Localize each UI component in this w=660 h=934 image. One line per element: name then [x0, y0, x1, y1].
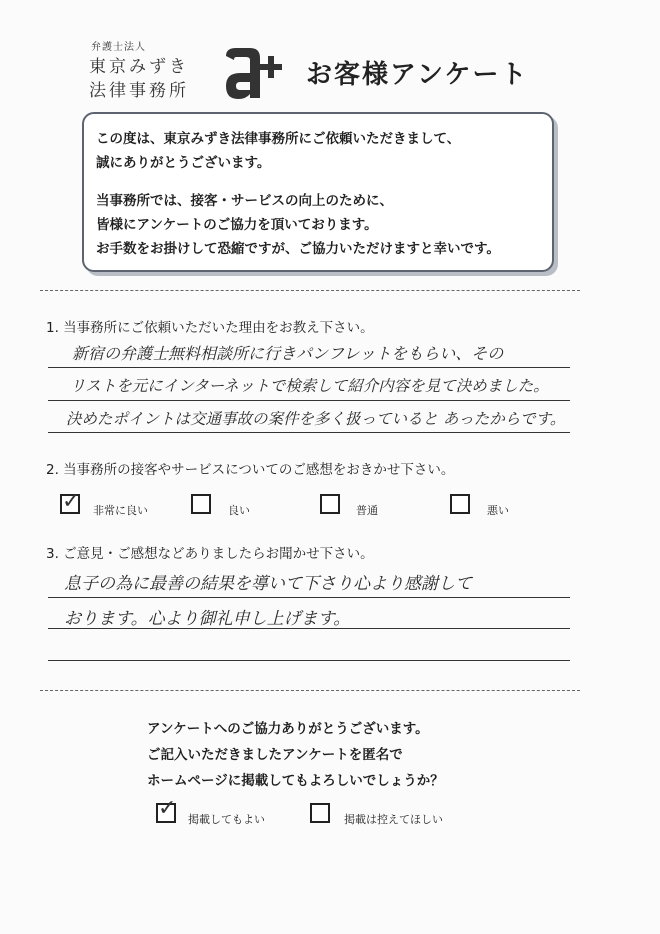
checkbox-bad[interactable] — [450, 494, 470, 514]
question-1-label: 1. 当事務所にご依頼いただいた理由をお教え下さい。 — [46, 320, 374, 336]
answer-rule — [48, 660, 570, 661]
question-2-label: 2. 当事務所の接客やサービスについてのご感想をおきかせ下さい。 — [46, 462, 455, 478]
option-very-good-label: 非常に良い — [93, 504, 148, 517]
firm-logo — [220, 42, 288, 104]
section-divider-bottom — [40, 690, 580, 691]
closing-line3: ホームページに掲載してもよろしいでしょうか？ — [147, 773, 444, 789]
logo-text: a+ — [220, 42, 222, 43]
firm-name-line2: 法律事務所 — [89, 81, 189, 101]
option-publish-ok-label: 掲載してもよい — [188, 813, 265, 826]
answer-rule — [48, 597, 570, 598]
intro-line2: 誠にありがとうございます。 — [96, 155, 271, 171]
intro-line4: 皆様にアンケートのご協力を頂いております。 — [96, 217, 378, 233]
option-bad-label: 悪い — [487, 504, 509, 517]
question-3-answer-line2: おります。心より御礼申し上げます。 — [64, 609, 351, 629]
question-1-answer-line1: 新宿の弁護士無料相談所に行きパンフレットをもらい、その — [72, 344, 504, 363]
option-good-label: 良い — [228, 504, 250, 517]
answer-rule — [48, 432, 570, 433]
question-1-answer-line3: 決めたポイントは交通事故の案件を多く扱っていると あったからです。 — [66, 410, 566, 428]
survey-title: お客様アンケート — [306, 60, 529, 90]
checkbox-good[interactable] — [191, 494, 211, 514]
option-average-label: 普通 — [356, 504, 378, 517]
check-mark-very-good: ✓ — [62, 489, 81, 514]
answer-rule — [48, 367, 570, 368]
firm-name-line1: 東京みずき — [89, 57, 189, 77]
logo-a-shape — [226, 48, 260, 99]
answer-rule — [48, 628, 570, 629]
logo-plus-horizontal — [260, 64, 282, 70]
section-divider-top — [40, 290, 580, 291]
closing-line1: アンケートへのご協力ありがとうございます。 — [147, 721, 429, 737]
question-3-answer-line1: 息子の為に最善の結果を導いて下さり心より感謝して — [64, 574, 472, 594]
answer-rule — [48, 400, 570, 401]
closing-line2: ご記入いただきましたアンケートを匿名で — [147, 747, 403, 763]
question-1-answer-line2: リストを元にインターネットで検索して紹介内容を見て決めました。 — [70, 377, 549, 395]
question-3-label: 3. ご意見・ご感想などありましたらお聞かせ下さい。 — [46, 546, 374, 562]
checkbox-publish-decline[interactable] — [310, 803, 330, 823]
intro-line3: 当事務所では、接客・サービスの向上のために、 — [96, 193, 393, 209]
intro-line1: この度は、東京みずき法律事務所にご依頼いただきまして、 — [96, 131, 461, 147]
checkbox-average[interactable] — [320, 494, 340, 514]
option-publish-decline-label: 掲載は控えてほしい — [344, 813, 443, 826]
firm-type-label: 弁護士法人 — [91, 42, 146, 53]
check-mark-publish-ok: ✓ — [158, 796, 177, 821]
intro-line5: お手数をお掛けして恐縮ですが、ご協力いただけますと幸いです。 — [96, 241, 500, 257]
